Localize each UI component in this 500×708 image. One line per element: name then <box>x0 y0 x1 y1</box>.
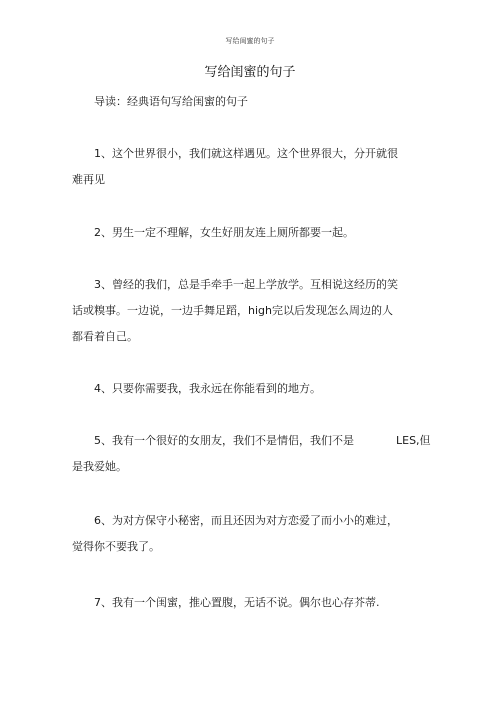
paragraph-1 <box>72 147 432 187</box>
paragraph-line: 3、曾经的我们，总是手牵手一起上学放学。互相说这经历的笑 <box>94 278 398 291</box>
paragraph-line <box>72 434 432 448</box>
paragraph-line: 1、这个世界很小，我们就这样遇见。这个世界很大，分开就很 <box>94 147 398 160</box>
paragraph-7 <box>72 596 432 610</box>
paragraph-line: 难再见 <box>72 173 105 186</box>
paragraph-line: 2、男生一定不理解，女生好朋友连上厕所都要一起。 <box>94 226 354 239</box>
paragraph-4 <box>72 382 432 396</box>
paragraph-2 <box>72 226 432 240</box>
paragraph-segment: LES,但 <box>396 434 431 447</box>
paragraph-line: 7、我有一个闺蜜，推心置腹，无话不说。偶尔也心存芥蒂. <box>94 596 380 609</box>
paragraph-line: 觉得你不要我了。 <box>72 540 160 553</box>
paragraph-line: 6、为对方保守小秘密，而且还因为对方恋爱了而小小的难过， <box>94 514 398 527</box>
paragraph-line: 4、只要你需要我，我永远在你能看到的地方。 <box>94 382 321 395</box>
paragraph-3 <box>72 278 432 344</box>
page-title: 写给闺蜜的句子 <box>204 65 296 80</box>
running-header: 写给闺蜜的句子 <box>225 37 275 45</box>
paragraph-line: 都看着自己。 <box>72 330 138 343</box>
paragraph-6 <box>72 514 432 554</box>
intro-text: 导读：经典语句写给闺蜜的句子 <box>94 95 248 108</box>
paragraph-segment: 5、我有一个很好的女朋友，我们不是情侣，我们不是 <box>94 434 354 447</box>
paragraph-line: 是我爱她。 <box>72 460 127 473</box>
paragraph-5 <box>72 434 432 474</box>
paragraph-line: 话或糗事。一边说，一边手舞足蹈，high完以后发现怎么周边的人 <box>72 304 393 317</box>
